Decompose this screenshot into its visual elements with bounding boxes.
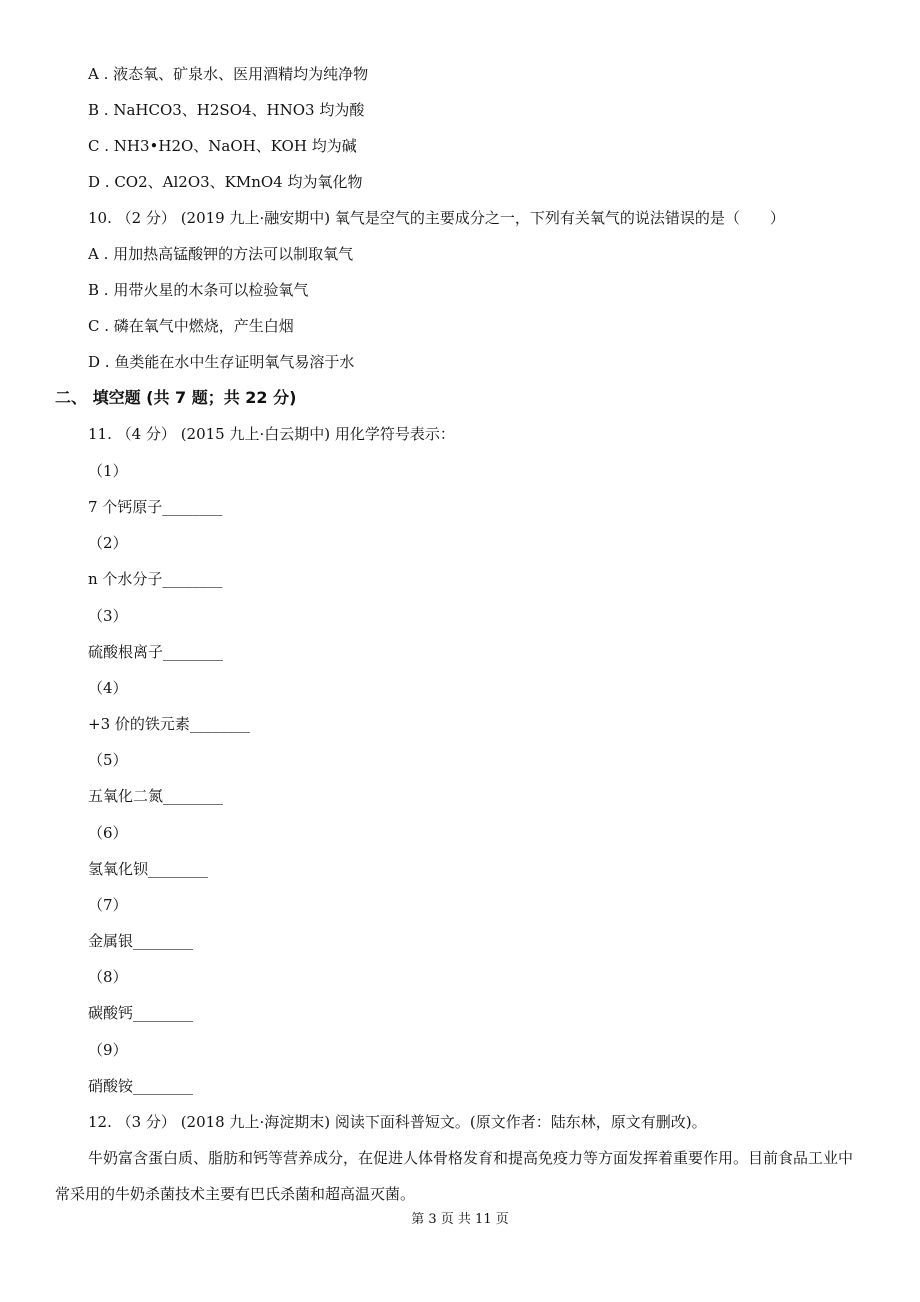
q11-item-number: （7） (88, 896, 128, 914)
q11-item-number: （2） (88, 534, 128, 552)
q11-item-number: （9） (88, 1041, 128, 1059)
section-title: 二、 填空题 (共 7 题；共 22 分) (55, 388, 297, 407)
q11-stem: 11. （4 分） (2015 九上·白云期中) 用化学符号表示： (88, 425, 455, 443)
q10-stem: 10. （2 分） (2019 九上·融安期中) 氧气是空气的主要成分之一，下列有关氧气的说法错误的是（ ） (88, 209, 785, 227)
q9-option-b: B . NaHCO3、H2SO4、HNO3 均为酸 (88, 101, 365, 119)
q9-option-d: D . CO2、Al2O3、KMnO4 均为氧化物 (88, 173, 363, 191)
q11-item-number: （5） (88, 751, 128, 769)
q11-item-text: n 个水分子________ (88, 570, 223, 588)
q12-paragraph (55, 1140, 867, 1212)
q11-item-number: （8） (88, 968, 128, 986)
q10-option-c: C . 磷在氧气中燃烧，产生白烟 (88, 317, 294, 335)
q11-item-text: 金属银________ (88, 932, 194, 950)
q11-item-text: +3 价的铁元素________ (88, 715, 250, 733)
q10-option-b: B . 用带火星的木条可以检验氧气 (88, 281, 309, 299)
q11-item-number: （3） (88, 607, 128, 625)
q11-item-text: 氢氧化钡________ (88, 860, 209, 878)
q11-item-number: （1） (88, 462, 128, 480)
q9-option-c: C . NH3•H2O、NaOH、KOH 均为碱 (88, 137, 357, 155)
q11-item-number: （4） (88, 679, 128, 697)
q11-item-text: 碳酸钙________ (88, 1004, 194, 1022)
q10-option-d: D . 鱼类能在水中生存证明氧气易溶于水 (88, 353, 355, 371)
q11-item-text: 7 个钙原子________ (88, 498, 223, 516)
q11-item-text: 硝酸铵________ (88, 1077, 194, 1095)
q10-option-a: A . 用加热高锰酸钾的方法可以制取氧气 (88, 245, 354, 263)
q11-item-number: （6） (88, 824, 128, 842)
q11-item-text: 五氧化二氮________ (88, 787, 224, 805)
page-footer: 第 3 页 共 11 页 (411, 1212, 509, 1227)
q9-option-a: A . 液态氧、矿泉水、医用酒精均为纯净物 (88, 65, 369, 83)
q11-item-text: 硫酸根离子________ (88, 643, 224, 661)
q12-paragraph-text: 牛奶富含蛋白质、脂肪和钙等营养成分，在促进人体骨格发育和提高免疫力等方面发挥着重要作用。目前食品工业中常采用的牛奶杀菌技术主要有巴氏杀菌和超高温灭菌。 (55, 1149, 854, 1203)
q12-stem: 12. （3 分） (2018 九上·海淀期末) 阅读下面科普短文。(原文作者：陆东林，原文有删改)。 (88, 1113, 707, 1131)
